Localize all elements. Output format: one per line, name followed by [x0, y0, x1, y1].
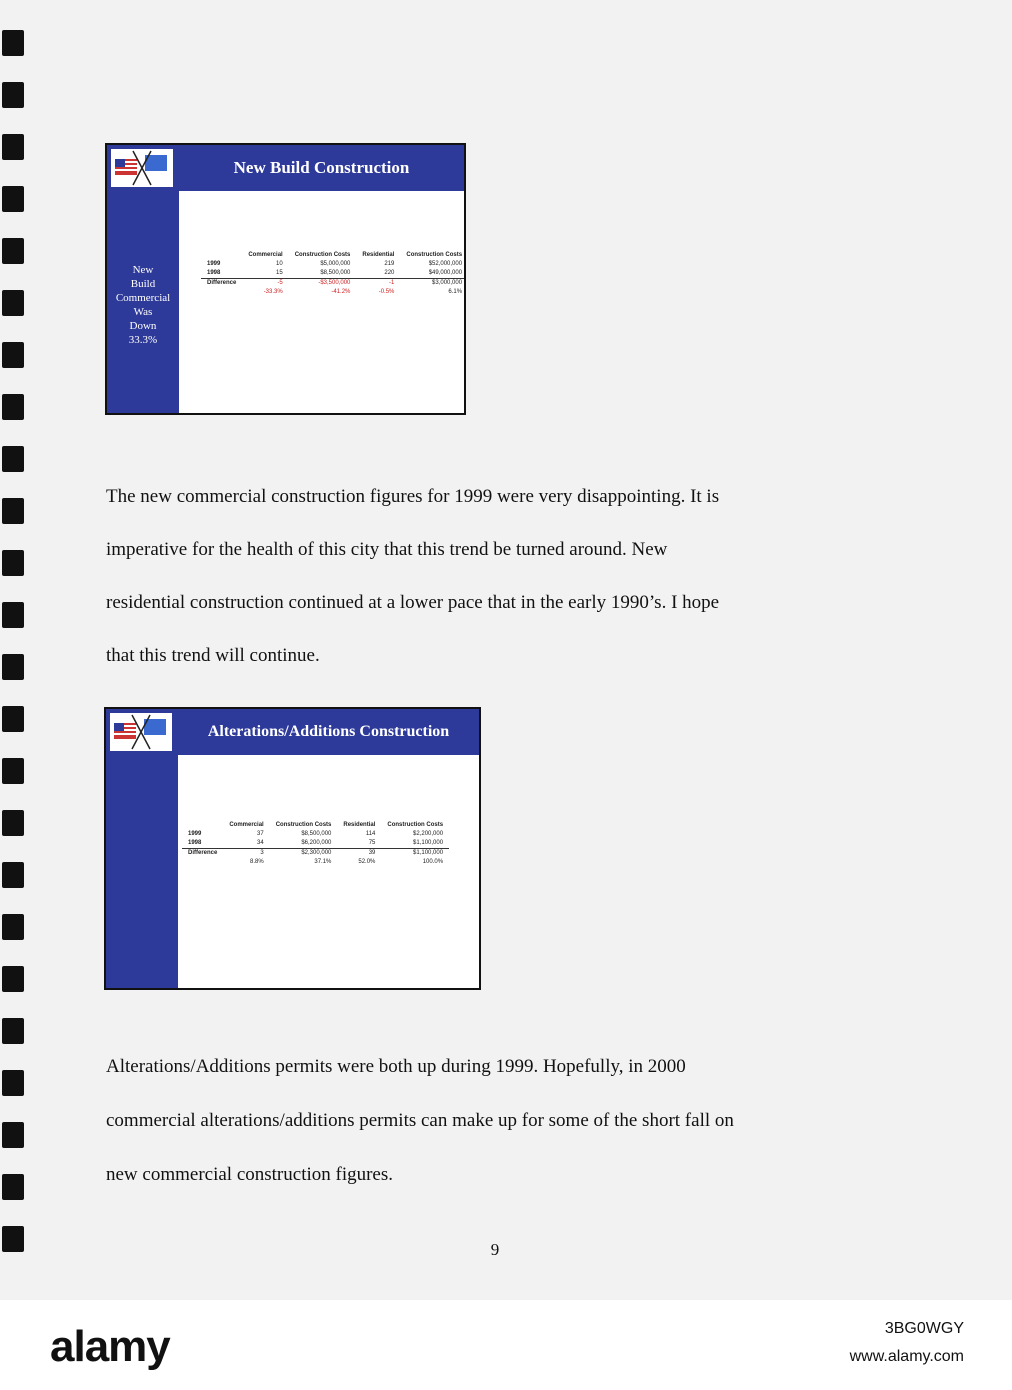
binding-ring — [2, 602, 24, 628]
table-cell: 39 — [337, 849, 381, 859]
binding-ring — [2, 1174, 24, 1200]
flags-logo-icon — [111, 149, 173, 187]
sidebar-line: Commercial — [115, 292, 171, 304]
sidebar-line: Down — [129, 320, 157, 332]
binding-ring — [2, 394, 24, 420]
paragraph-alterations — [106, 1040, 896, 1202]
sidebar-line: New — [132, 264, 154, 276]
table-cell: $5,000,000 — [320, 261, 351, 267]
binding-ring — [2, 654, 24, 680]
binding-ring — [2, 914, 24, 940]
text-line: imperative for the health of this city that this trend be turned around. New — [106, 539, 668, 560]
binding-ring — [2, 1122, 24, 1148]
binding-ring — [2, 758, 24, 784]
table-header: Construction Costs — [387, 822, 444, 828]
table-cell: $2,200,000 — [413, 831, 444, 837]
row-label: 1999 — [207, 261, 221, 267]
table-cell: $3,000,000 — [400, 279, 466, 289]
table-cell: $1,100,000 — [413, 840, 444, 846]
binding-ring — [2, 498, 24, 524]
table-cell: 219 — [384, 261, 395, 267]
table-cell: -5 — [242, 279, 288, 289]
table-cell: -33.3% — [263, 289, 283, 295]
site-url: www.alamy.com — [849, 1348, 964, 1365]
table-cell: $52,000,000 — [428, 261, 463, 267]
slide-sidebar-text — [107, 263, 179, 347]
table-cell: -1 — [356, 279, 400, 289]
binding-ring — [2, 810, 24, 836]
table-cell: $49,000,000 — [428, 270, 463, 276]
table-header — [201, 251, 242, 260]
binding-ring — [2, 134, 24, 160]
binding-ring — [2, 290, 24, 316]
row-label: 1998 — [207, 270, 221, 276]
page-number: 9 — [490, 1240, 500, 1259]
table-row — [182, 830, 449, 839]
binding-ring — [2, 342, 24, 368]
table-cell: 6.1% — [448, 289, 463, 295]
table-cell: -41.2% — [331, 289, 351, 295]
table-header: Residential — [362, 252, 395, 258]
table-cell: 3 — [223, 849, 269, 859]
table-header: Commercial — [229, 822, 264, 828]
row-label: 1999 — [188, 831, 202, 837]
table-cell: 34 — [257, 840, 264, 846]
table-cell: $1,100,000 — [381, 849, 449, 859]
paragraph-new-build — [106, 470, 896, 682]
table-cell: 220 — [384, 270, 395, 276]
text-line: Alterations/Additions permits were both up during 1999. Hopefully, in 2000 — [106, 1056, 686, 1077]
row-label: Difference — [182, 849, 223, 859]
table-cell: $2,300,000 — [270, 849, 338, 859]
row-label: Difference — [201, 279, 242, 289]
table-cell: $8,500,000 — [320, 270, 351, 276]
table-header: Construction Costs — [294, 252, 351, 258]
slide-alterations — [104, 707, 481, 990]
image-code: 3BG0WGY — [884, 1320, 964, 1337]
table-row — [182, 839, 449, 849]
text-line: commercial alterations/additions permits can make up for some of the short fall on — [106, 1110, 734, 1131]
table-header — [182, 821, 223, 830]
binding-ring — [2, 966, 24, 992]
slide-title: Alterations/Additions Construction — [178, 709, 479, 755]
alamy-logo: alamy — [50, 1322, 170, 1371]
binding-ring — [2, 706, 24, 732]
table-cell: 15 — [276, 270, 283, 276]
binding-ring — [2, 446, 24, 472]
sidebar-line: 33.3% — [128, 334, 158, 346]
sidebar-line: Build — [130, 278, 156, 290]
watermark-footer — [0, 1300, 1012, 1390]
binding-ring — [2, 550, 24, 576]
binding-ring — [2, 82, 24, 108]
table-row — [201, 288, 466, 297]
table-row — [182, 858, 449, 867]
table-header: Commercial — [248, 252, 283, 258]
text-line: that this trend will continue. — [106, 645, 320, 666]
table-cell: 37.1% — [314, 859, 332, 865]
table-row — [201, 269, 466, 279]
sidebar-line: Was — [133, 306, 153, 318]
table-cell: -0.5% — [378, 289, 395, 295]
text-line: residential construction continued at a lower pace that in the early 1990’s. I hope — [106, 592, 720, 613]
table-row — [201, 260, 466, 269]
row-label: 1998 — [188, 840, 202, 846]
binding-ring — [2, 1070, 24, 1096]
table-cell: 37 — [257, 831, 264, 837]
binding-ring — [2, 238, 24, 264]
binding-ring — [2, 30, 24, 56]
table-cell: -$3,500,000 — [289, 279, 357, 289]
table-header: Residential — [343, 822, 376, 828]
slide-table — [201, 251, 466, 297]
binding-ring — [2, 862, 24, 888]
spiral-binding — [0, 30, 26, 1280]
text-line: new commercial construction figures. — [106, 1164, 394, 1185]
table-cell: 75 — [368, 840, 376, 846]
slide-new-build — [105, 143, 466, 415]
table-cell: $6,200,000 — [301, 840, 332, 846]
table-cell: 8.8% — [250, 859, 264, 865]
row-label — [201, 288, 242, 297]
table-header: Construction Costs — [406, 252, 463, 258]
table-cell: 114 — [365, 831, 376, 837]
table-cell: 52.0% — [358, 859, 376, 865]
flags-logo-icon — [110, 713, 172, 751]
table-row — [182, 849, 449, 859]
table-cell: $8,500,000 — [301, 831, 332, 837]
table-cell: 10 — [276, 261, 283, 267]
table-header: Construction Costs — [275, 822, 332, 828]
table-cell: 100.0% — [422, 859, 444, 865]
slide-title: New Build Construction — [179, 145, 464, 191]
table-row — [201, 279, 466, 289]
slide-table — [182, 821, 449, 867]
binding-ring — [2, 1018, 24, 1044]
binding-ring — [2, 186, 24, 212]
row-label — [182, 858, 223, 867]
text-line: The new commercial construction figures for 1999 were very disappointing. It is — [106, 486, 720, 507]
